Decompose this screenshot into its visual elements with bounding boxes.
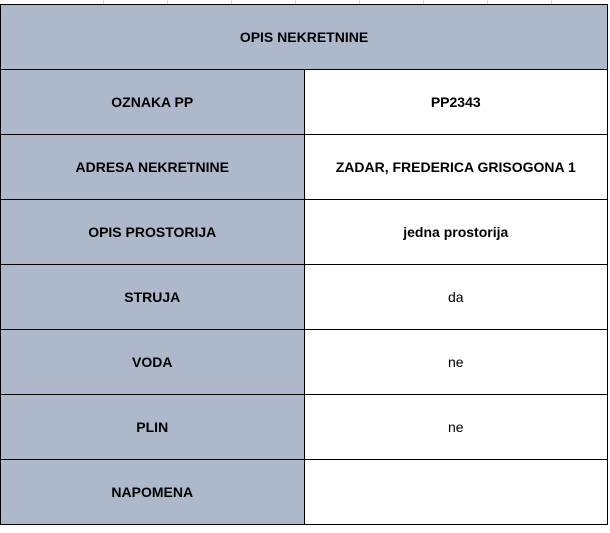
value-cell-adresa-nekretnine[interactable]: [304, 135, 608, 200]
row-label: NAPOMENA: [111, 484, 194, 500]
label-cell-voda[interactable]: [1, 330, 305, 395]
value-cell-napomena[interactable]: [304, 460, 608, 525]
row-label: OPIS PROSTORIJA: [88, 224, 217, 240]
table-row-plin: [1, 395, 608, 460]
row-value: ZADAR, FREDERICA GRISOGONA 1: [335, 159, 576, 175]
row-value: ne: [447, 419, 464, 435]
table-row-struja: [1, 265, 608, 330]
table-title: OPIS NEKRETNINE: [239, 29, 369, 45]
value-cell-voda[interactable]: [304, 330, 608, 395]
value-cell-opis-prostorija[interactable]: [304, 200, 608, 265]
label-cell-plin[interactable]: [1, 395, 305, 460]
label-cell-oznaka-pp[interactable]: [1, 70, 305, 135]
table-row-napomena: [1, 460, 608, 525]
value-cell-struja[interactable]: [304, 265, 608, 330]
row-label: OZNAKA PP: [111, 94, 194, 110]
table-row-opis-prostorija: [1, 200, 608, 265]
row-label: ADRESA NEKRETNINE: [75, 159, 229, 175]
value-cell-plin[interactable]: [304, 395, 608, 460]
row-value: da: [447, 289, 464, 305]
row-value: ne: [447, 354, 464, 370]
table-row-adresa-nekretnine: [1, 135, 608, 200]
table-row-voda: [1, 330, 608, 395]
table-row-oznaka-pp: [1, 70, 608, 135]
row-label: VODA: [132, 354, 173, 370]
label-cell-napomena[interactable]: [1, 460, 305, 525]
value-cell-oznaka-pp[interactable]: [304, 70, 608, 135]
row-label: STRUJA: [124, 289, 181, 305]
row-value: PP2343: [430, 94, 481, 110]
label-cell-struja[interactable]: [1, 265, 305, 330]
label-cell-opis-prostorija[interactable]: [1, 200, 305, 265]
table-title-cell[interactable]: [1, 5, 608, 70]
label-cell-adresa-nekretnine[interactable]: [1, 135, 305, 200]
row-label: PLIN: [136, 419, 169, 435]
row-value: jedna prostorija: [403, 224, 509, 240]
property-description-table: [0, 4, 608, 525]
